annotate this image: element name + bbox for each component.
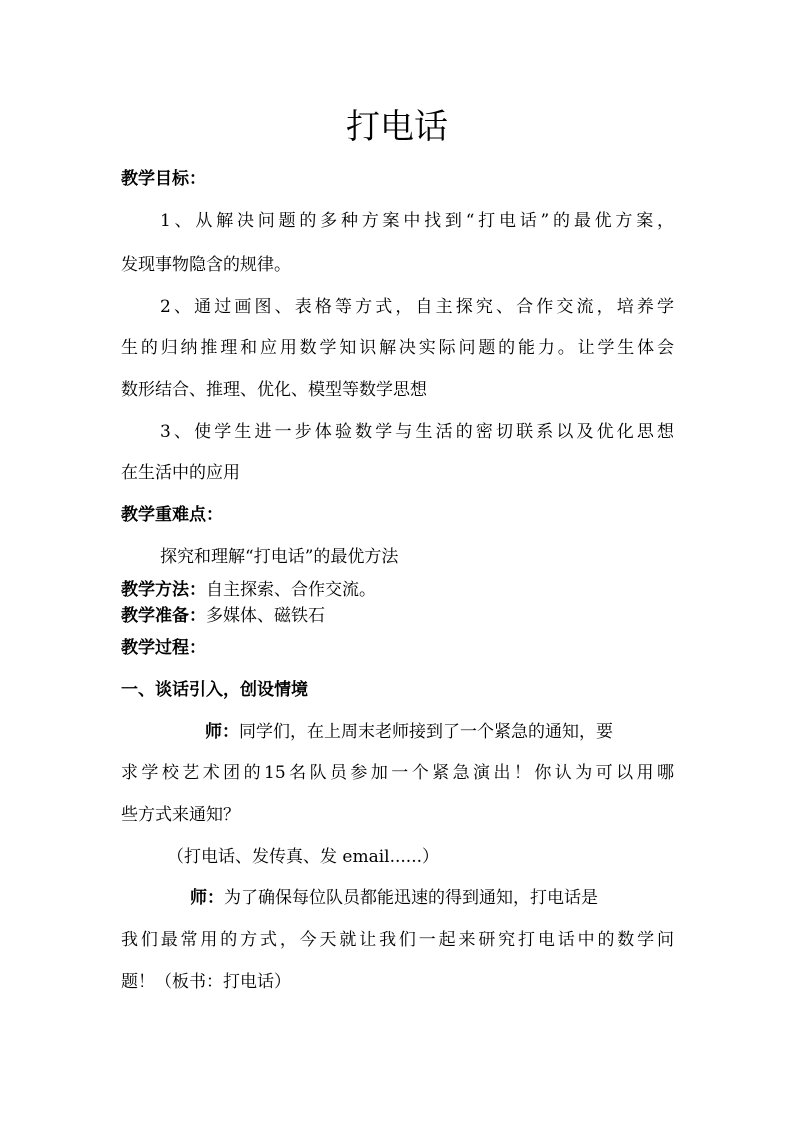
key-points-heading: 教学重难点： [121, 505, 223, 525]
para-1-line-2: 求学校艺术团的15名队员参加一个紧急演出！你认为可以用哪 [121, 763, 674, 783]
teacher-label-2: 师： [190, 888, 224, 908]
para-1-line-1-text: 同学们，在上周末老师接到了一个紧急的通知，要 [239, 722, 613, 742]
para-2-line-2: 我们最常用的方式，今天就让我们一起来研究打电话中的数学问 [121, 930, 674, 950]
para-2-line-1 [190, 886, 673, 910]
para-2-line-1-text: 为了确保每位队员都能迅速的得到通知，打电话是 [224, 888, 598, 908]
objective-3-line-1: 3、使学生进一步体验数学与生活的密切联系以及优化思想 [160, 422, 674, 442]
prep-line [121, 604, 325, 628]
para-2-line-3: 题！（板书：打电话） [121, 972, 291, 992]
objective-2-line-1: 2、通过画图、表格等方式，自主探究、合作交流，培养学 [160, 297, 674, 317]
objective-2-line-2: 生的归纳推理和应用数学知识解决实际问题的能力。让学生体会 [121, 338, 674, 358]
key-points-text: 探究和理解“打电话”的最优方法 [160, 547, 399, 567]
process-heading: 教学过程： [121, 638, 206, 658]
teacher-label-1: 师： [205, 722, 239, 742]
method-text: 自主探索、合作交流。 [206, 580, 376, 600]
objective-1-line-1: 1、从解决问题的多种方案中找到“打电话”的最优方案， [160, 211, 674, 231]
objective-3-line-2: 在生活中的应用 [121, 463, 240, 483]
prep-label: 教学准备： [121, 606, 206, 626]
method-label: 教学方法： [121, 580, 206, 600]
para-1-line-1 [205, 720, 673, 744]
prep-text: 多媒体、磁铁石 [206, 606, 325, 626]
para-1-line-3: 些方式来通知？ [121, 805, 240, 825]
document-title: 打电话 [346, 107, 448, 147]
method-line [121, 578, 376, 602]
section-1-heading: 一、谈话引入，创设情境 [121, 680, 308, 700]
answer-line: （打电话、发传真、发 email......） [167, 847, 440, 867]
objective-2-line-3: 数形结合、推理、优化、模型等数学思想 [121, 380, 427, 400]
objectives-heading: 教学目标： [121, 169, 206, 189]
objective-1-line-2: 发现事物隐含的规律。 [121, 255, 291, 275]
